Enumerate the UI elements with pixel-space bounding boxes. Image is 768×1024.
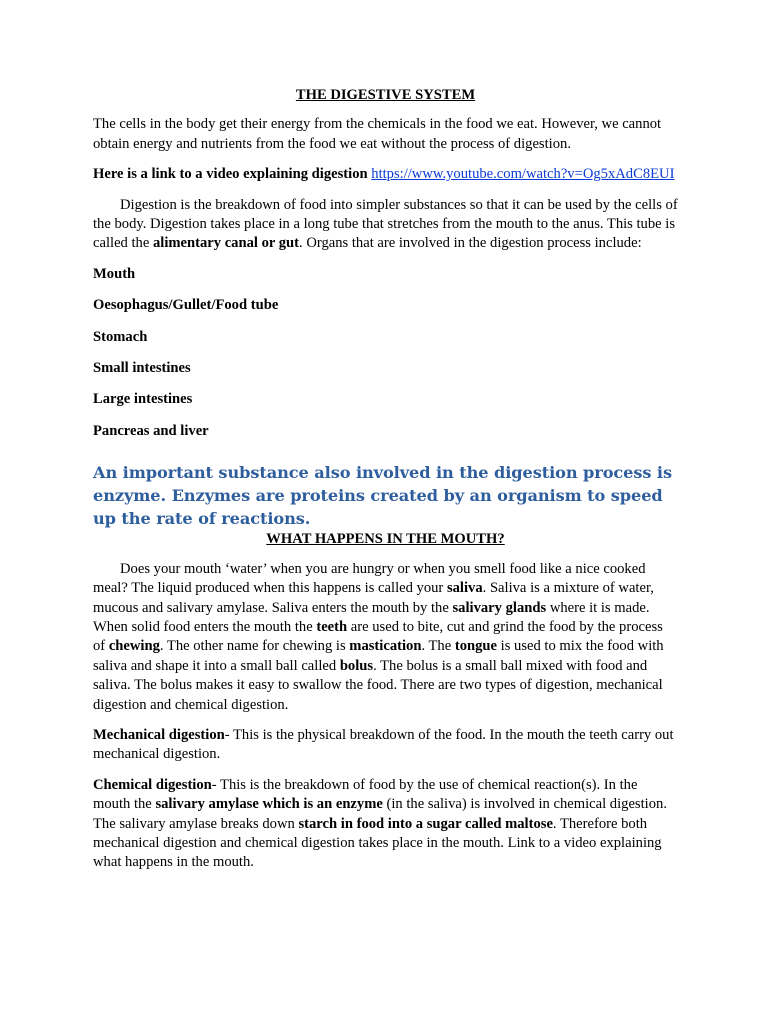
digestion-text-2: . Organs that are involved in the digestion process include: xyxy=(299,235,642,252)
mouth-term: mastication xyxy=(349,638,422,655)
chemical-text: . Therefore both mechanical digestion and chemical digestion takes place in the mouth. Link to a video explaining what happens in the mouth. xyxy=(93,815,662,871)
chemical-term: starch in food into a sugar called maltose xyxy=(298,815,553,832)
organ-item: Mouth xyxy=(93,265,136,282)
mechanical-digestion-text: - This is the physical breakdown of the food. In the mouth the teeth carry out mechanical digestion. xyxy=(93,726,674,763)
organ-item: Large intestines xyxy=(93,391,193,408)
intro-paragraph: The cells in the body get their energy from the chemicals in the food we eat. However, we cannot obtain energy and nutrients from the food we eat without the process of digestion. xyxy=(93,116,662,152)
mouth-text: Does your mouth ‘water’ when you are hungry or when you smell food like a nice cooked meal? The liquid produced when this happens is called your xyxy=(93,560,646,597)
mouth-term: chewing xyxy=(108,638,160,655)
enzyme-heading: An important substance also involved in the digestion process is enzyme. Enzymes are proteins created by an organism to speed up the rate of reactions. xyxy=(93,463,672,529)
digestion-paragraph xyxy=(93,196,678,254)
mouth-term: teeth xyxy=(316,618,348,635)
alimentary-canal-term: alimentary canal or gut xyxy=(152,235,300,252)
mouth-text: . The bolus is a small ball mixed with food and saliva. The bolus makes it easy to swallow the food. There are two types of digestion, mechanical digestion and chemical digestion. xyxy=(93,657,663,713)
organ-item: Small intestines xyxy=(93,360,191,377)
mouth-term: bolus xyxy=(339,657,374,674)
mouth-section-title: WHAT HAPPENS IN THE MOUTH? xyxy=(266,531,505,548)
video-link-prefix: Here is a link to a video explaining digestion xyxy=(93,166,368,183)
digestion-text-1: Digestion is the breakdown of food into simpler substances so that it can be used by the cells of the body. Digestion takes place in a long tube that stretches from the mouth to the anus. This tube is called the xyxy=(93,196,678,252)
video-link-paragraph xyxy=(93,165,678,184)
mouth-term: salivary glands xyxy=(452,599,547,616)
chemical-text: (in the saliva) is involved in chemical digestion. The salivary amylase breaks down xyxy=(93,796,667,832)
mouth-paragraph xyxy=(93,560,678,715)
mechanical-digestion-paragraph xyxy=(93,726,678,765)
chemical-digestion-paragraph xyxy=(93,776,678,873)
mouth-text: . The other name for chewing is xyxy=(159,638,350,655)
mechanical-digestion-label: Mechanical digestion xyxy=(93,726,225,743)
mouth-text: are used to bite, cut and grind the food by the process of xyxy=(93,618,663,655)
mouth-text: where it is made. When solid food enters the mouth the xyxy=(93,599,650,635)
chemical-digestion-label: Chemical digestion xyxy=(93,776,212,793)
video-link[interactable]: https://www.youtube.com/watch?v=Og5xAdC8EUI xyxy=(371,166,675,183)
organ-item: Stomach xyxy=(93,328,148,345)
mouth-text: is used to mix the food with saliva and shape it into a small ball called xyxy=(93,638,664,674)
mouth-term: saliva xyxy=(446,580,483,597)
mouth-text: . The xyxy=(421,638,455,655)
document-page xyxy=(93,86,678,884)
mouth-term: tongue xyxy=(454,638,497,655)
organ-list xyxy=(93,265,678,441)
chemical-term: salivary amylase which is an enzyme xyxy=(155,796,383,813)
chemical-text: - This is the breakdown of food by the use of chemical reaction(s). In the mouth the xyxy=(93,776,638,813)
mouth-text: . Saliva is a mixture of water, mucous and salivary amylase. Saliva enters the mouth by the xyxy=(93,580,654,616)
document-title: THE DIGESTIVE SYSTEM xyxy=(295,87,476,103)
organ-item: Pancreas and liver xyxy=(93,422,209,439)
organ-item: Oesophagus/Gullet/Food tube xyxy=(93,297,279,314)
